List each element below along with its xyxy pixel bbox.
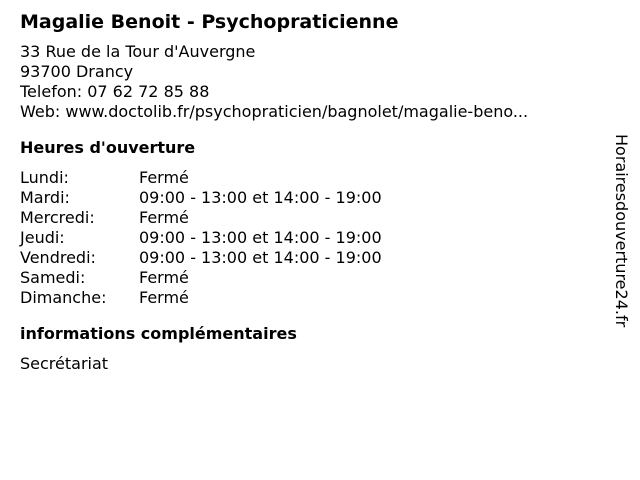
hours-value: 09:00 - 13:00 et 14:00 - 19:00 — [139, 188, 382, 207]
hours-row-sunday — [20, 288, 600, 308]
hours-value: 09:00 - 13:00 et 14:00 - 19:00 — [139, 248, 382, 267]
address-street: 33 Rue de la Tour d'Auvergne — [20, 42, 256, 61]
hours-row-tuesday — [20, 188, 600, 208]
hours-value: Fermé — [139, 168, 189, 187]
hours-row-wednesday — [20, 208, 600, 228]
site-watermark: Horairesdouverture24.fr — [612, 134, 631, 328]
website-link[interactable]: Web: www.doctolib.fr/psychopraticien/bagnolet/magalie-beno... — [20, 102, 529, 121]
hours-value: Fermé — [139, 268, 189, 287]
phone-number: Telefon: 07 62 72 85 88 — [20, 82, 210, 101]
day-label: Vendredi: — [20, 248, 96, 267]
business-card — [20, 10, 600, 374]
hours-row-monday — [20, 168, 600, 188]
additional-info-text: Secrétariat — [20, 354, 109, 373]
address-city: 93700 Drancy — [20, 62, 134, 81]
hours-row-saturday — [20, 268, 600, 288]
day-label: Lundi: — [20, 168, 69, 187]
opening-hours-table — [20, 168, 600, 308]
hours-row-friday — [20, 248, 600, 268]
day-label: Mardi: — [20, 188, 70, 207]
day-label: Samedi: — [20, 268, 86, 287]
additional-info-heading: informations complémentaires — [20, 324, 297, 343]
hours-value: Fermé — [139, 288, 189, 307]
hours-value: Fermé — [139, 208, 189, 227]
hours-value: 09:00 - 13:00 et 14:00 - 19:00 — [139, 228, 382, 247]
business-title: Magalie Benoit - Psychopraticienne — [20, 11, 399, 33]
day-label: Jeudi: — [20, 228, 65, 247]
hours-row-thursday — [20, 228, 600, 248]
day-label: Dimanche: — [20, 288, 107, 307]
day-label: Mercredi: — [20, 208, 95, 227]
opening-hours-heading: Heures d'ouverture — [20, 138, 196, 157]
